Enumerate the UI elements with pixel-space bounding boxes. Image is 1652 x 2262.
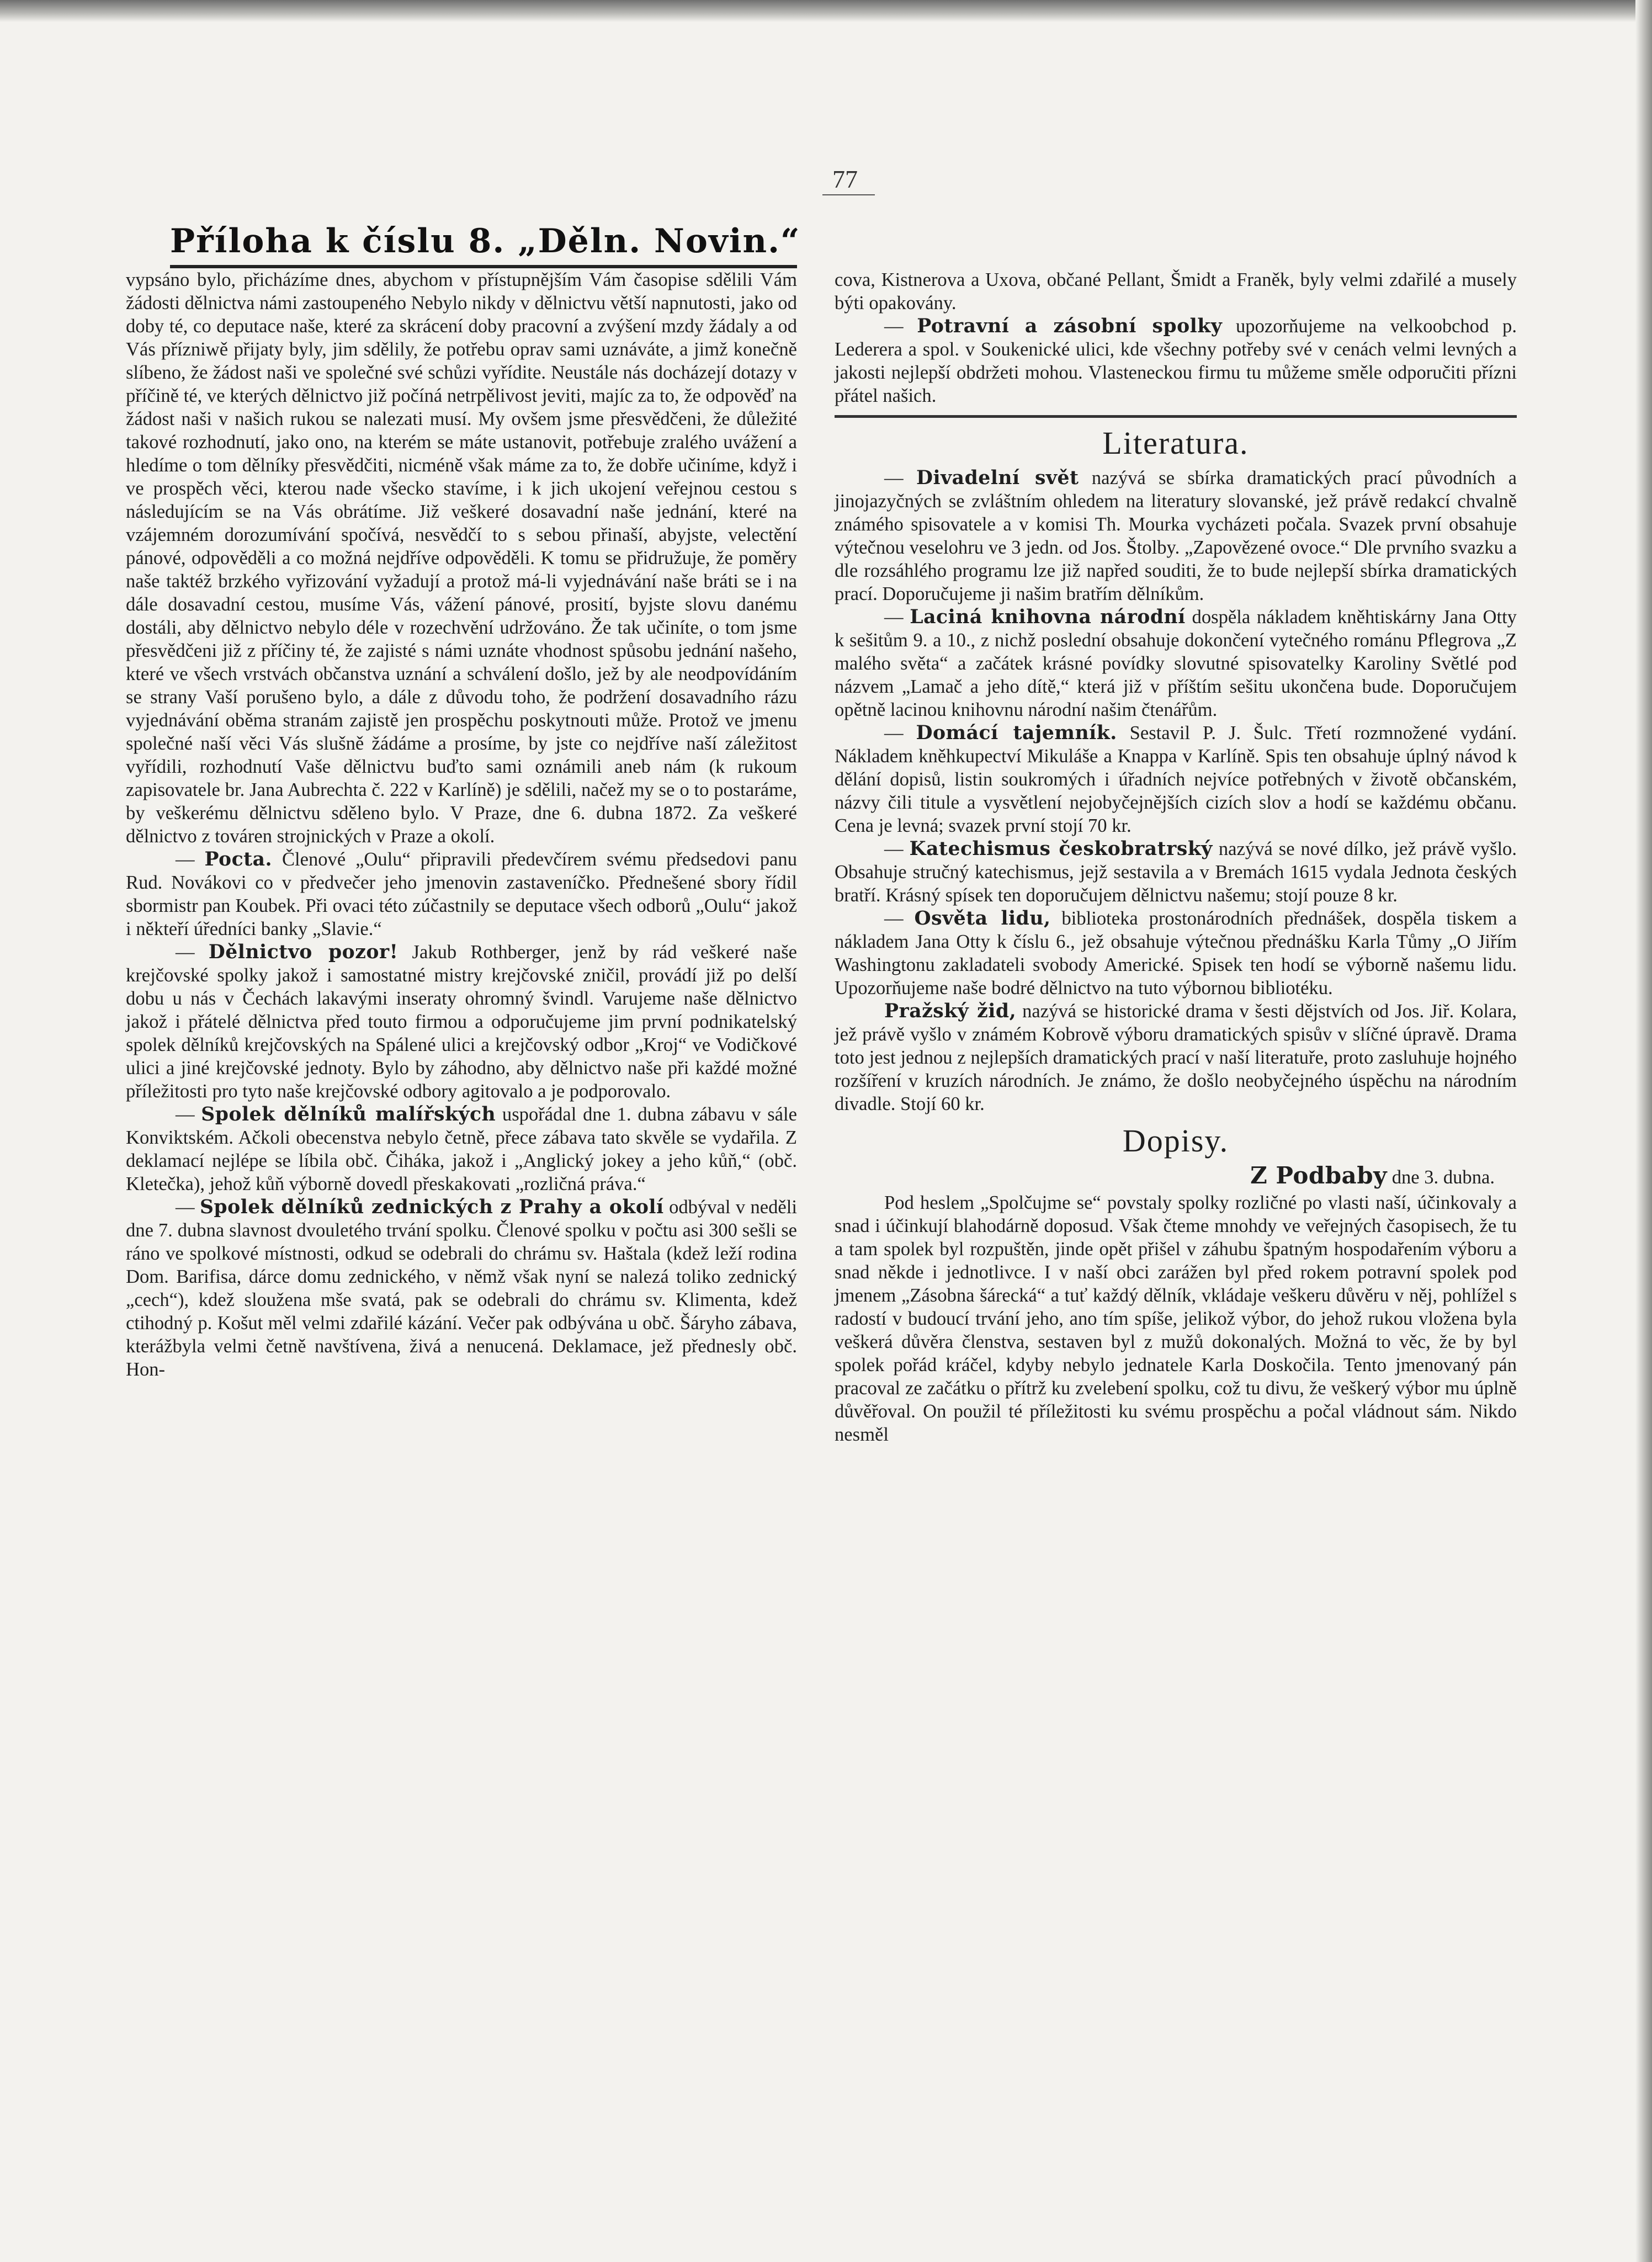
article-zednickych-text: odbýval v neděli dne 7. dubna slavnost dvouletého trvání spolku. Členové spolku v počtu asi 300 sešli se ráno ve spolkové místnosti, odkud se odebrali do chrámu sv. Haštala (kdež leží rodina Dom. Barifisa, dárce domu zednického, v němž však nyní se nalezá toliko zednický „cech“), kdež sloužena mše svatá, pak se odebrali do chrámu sv. Klimenta, kdež ctihodný p. Košut měl velmi zdařilé kázání. Večer pak odbývána u obč. Šáryho zábava, kterážbyla velmi četně navštívena, živá a nenucená. Deklamace, jež přednesly obč. Hon- — [126, 1197, 797, 1380]
article-malirskych-text: uspořádal dne 1. dubna zábavu v sále Konviktském. Ačkoli obecenstva nebylo četně, přece zábava tato skvěle se vydařila. Z deklamací nejlépe se líbila obč. Čiháka, jakož i „Anglický jokey a jeho kůň,“ (obč. Kletečka), jehož kůň výborně dovedl přeskakovati „rozličná práva.“ — [126, 1104, 797, 1194]
article-tajemnik-title: Domácí tajemník. — [916, 722, 1117, 744]
article-potravni-title: Potravní a zásobní spolky — [917, 315, 1223, 337]
left-column — [126, 268, 797, 1381]
article-pocta-text: Členové „Oulu“ připravili předevčírem svému předsedovi panu Rud. Novákovi co v předvečer jeho jmenovin zastaveníčko. Přednešené sbory řídil sbormistr pan Koubek. Při ovaci této zúčastnily se deputace všech odborů „Oulu“ jakož i někteří úředníci banky „Slavie.“ — [126, 849, 797, 939]
article-zednickych: — Spolek dělníků zednických z Prahy a okolí odbýval v neděli dne 7. dubna slavnost dvouletého trvání spolku. Členové spolku v počtu asi 300 sešli se ráno ve spolkové místnosti, odkud se odebrali do chrámu sv. Haštala (kdež leží rodina Dom. Barifisa, dárce domu zednického, v němž však nyní se nalezá toliko zednický „cech“), kdež sloužena mše svatá, pak se odebrali do chrámu sv. Klimenta, kdež ctihodný p. Košut měl velmi zdařilé kázání. Večer pak odbývána u obč. Šáryho zábava, kterážbyla velmi četně navštívena, živá a nenucená. Deklamace, jež přednesly obč. Hon- — [126, 1196, 797, 1380]
article-katechismus: — Katechismus českobratrský nazývá se nové dílko, jež právě vyšlo. Obsahuje stručný katechismus, jejž sestavila a v Bremách 1615 vydala Jednota českých bratří. Krásný spísek ten doporučujem dělnictvu našemu; stojí pouze 8 kr. — [835, 838, 1517, 906]
article-divadelni: — Divadelní svět nazývá se sbírka dramatických prací původních a jinojazyčných se zvláštním ohledem na literatury slovanské, jež právě redakcí chvalně známého spisovatele a v komisi Th. Mourka vycházeti počala. Svazek první obsahuje výtečnou veselohru ve 3 jedn. od Jos. Štolby. „Zapovězené ovoce.“ Dle prvního svazku a dle rozsáhlého programu lze již napřed souditi, že to bude nejlepší sbírka dramatických prací. Doporučujeme ji našim bratřím dělníkům. — [835, 467, 1517, 604]
page-number: 77 — [832, 165, 858, 193]
article-pozor: — Dělnictvo pozor! Jakub Rothberger, jenž by rád veškeré naše krejčovské spolky jakož i samostatné mistry krejčovské zničil, provádí již po delší dobu u nás v Čechách lakavými inseraty ohromný švindl. Varujeme naše dělnictvo jakož i přátelé dělnictva před touto firmou a odporučujeme jim první podnikatelský spolek dělníků krejčovských na Spálené ulici a krejčovský odbor „Kroj“ ve Vodičkové ulici a jiné krejčovské jednoty. Bylo by záhodno, aby dělnictvo naše při každé možné příležitosti pro tyto naše krejčovské odbory agitovalo a je podporovalo. — [126, 941, 798, 1102]
article-malirskych: — Spolek dělníků malířských uspořádal dne 1. dubna zábavu v sále Konviktském. Ačkoli obecenstva nebylo četně, přece zábava tato skvěle se vydařila. Z deklamací nejlépe se líbila obč. Čiháka, jakož i „Anglický jokey a jeho kůň,“ (obč. Kletečka), jehož kůň výborně dovedl přeskakovati „rozličná práva.“ — [126, 1103, 797, 1194]
section-heading-dopisy: Dopisy. — [1122, 1123, 1229, 1159]
article-tajemnik: — Domácí tajemník. Sestavil P. J. Šulc. Třetí rozmnožené vydání. Nákladem kněhkupectví Mikuláše a Knappa v Karlíně. Spis ten obsahuje úplný návod k dělání dopisů, listin soukromých i úřadních nejvíce potřebných v životě občanském, názvy čili titule a vysvětlení nejobyčejnějších cizích slov a hodí se každému občanu. Cena je levná; svazek první stojí 70 kr. — [835, 722, 1517, 836]
article-knihovna-title: Laciná knihovna národní — [910, 606, 1186, 628]
article-divadelni-text: nazývá se sbírka dramatických prací původních a jinojazyčných se zvláštním ohledem na literatury slovanské, jež právě redakcí chvalně známého spisovatele a v komisi Th. Mourka vycházeti počala. Svazek první obsahuje výtečnou veselohru ve 3 jedn. od Jos. Štolby. „Zapovězené ovoce.“ Dle prvního svazku a dle rozsáhlého programu lze již napřed souditi, že to bude nejlepší sbírka dramatických prací. Doporučujeme ji našim bratřím dělníkům. — [835, 468, 1517, 604]
section-rule — [835, 415, 1517, 418]
letter-podbaby-text: Pod heslem „Spolčujme se“ povstaly spolky rozličné po vlasti naší, účinkovaly a snad i účinkují blahodárně doposud. Však čteme mnohdy ve veřejných časopisech, že tu a tam spolek byl rozpuštěn, jinde opět přišel v záhubu špatným hospodařením výboru a snad někde i jednotlivce. I v naší obci zarážen byl před rokem potravní spolek pod jmenem „Zásobna šárecká“ a tuť každý dělník, vkládaje veškeru důvěru v něj, pohlížel s radostí v budoucí trvání jeho, ano tím spíše, jelikož výbor, do jehož rukou vložena byla veškerá důvěra členstva, sestaven byl z mužů dokonalých. Možná to věc, že by byl spolek pořád kráčel, kdyby nebylo jednatele Karla Doskočila. Tento jmenovaný pán pracoval ze začátku o přítrž ku zvelebení spolku, což tu divu, že veškerý výbor mu úplně důvěřoval. On použil té příležitosti ku svému prospěchu a počal vládnout sám. Nikdo nesměl — [835, 1192, 1517, 1445]
supplement-header-title: Příloha k číslu 8. „Děln. Novin.“ — [170, 222, 801, 261]
right-column — [835, 268, 1517, 1446]
article-katechismus-title: Katechismus českobratrský — [909, 838, 1213, 860]
article-potravni-text: upozorňujeme na velkoobchod p. Lederera a spol. v Soukenické ulici, kde všechny potřeby své v cenách velmi levných a jakosti nejlepší obdržeti mohou. Vlasteneckou firmu tu můžeme směle odporučiti přízni přátel našich. — [835, 316, 1517, 406]
article-knihovna: — Laciná knihovna národní dospěla nákladem kněhtiskárny Jana Otty k sešitům 9. a 10., z nichž poslední obsahuje dokončení vytečného románu Pflegrova „Z malého světa“ a začátek krásné povídky slovutné spisovatelky Karoliny Světlé pod názvem „Lamač a jeho dítě,“ která již v příštím sešitu ukončena bude. Doporučujem opětně lacinou knihovnu národní našim čtenářům. — [835, 606, 1517, 720]
article-malirskych-title: Spolek dělníků malířských — [201, 1103, 496, 1125]
section-heading-literatura: Literatura. — [1102, 425, 1249, 461]
page-number-rule — [822, 194, 875, 195]
article-pozor-title: Dělnictvo pozor! — [208, 941, 399, 963]
article-zid — [835, 1000, 1517, 1116]
continuation-text: cova, Kistnerova a Uxova, občané Pellant, Šmidt a Franěk, byly velmi zdařilé a musely býti opakovány. — [835, 269, 1517, 314]
article-knihovna-text: dospěla nákladem kněhtiskárny Jana Otty k sešitům 9. a 10., z nichž poslední obsahuje dokončení vytečného románu Pflegrova „Z malého světa“ a začátek krásné povídky slovutné spisovatelky Karoliny Světlé pod názvem „Lamač a jeho dítě,“ která již v příštím sešitu ukončena bude. Doporučujem opětně lacinou knihovnu národní našim čtenářům. — [835, 607, 1517, 720]
article-zid-title: Pražský žid, — [884, 1000, 1017, 1022]
letter-text: vypsáno bylo, přicházíme dnes, abychom v přístupnějším Vám časopise sdělili Vám žádosti dělnictva námi zastoupeného Nebylo nikdy v dělnictvu větší napnutosti, jako od doby té, co deputace naše, které za skrácení doby pracovní a zvýšení mzdy žádaly a od Vás přízniwě přijaty byly, jim sdělily, že potřebu oprav sami uznáváte, a jimž konečně slíbeno, že žádost naši ve společné své schůzi vyřídite. Neustále nás docházejí dotazy v příčině té, ve kterých dělnictvo již počíná netrpělivost jeviti, majíc za to, že odpověď na žádost naši v našich rukou se nalezati musí. My ovšem jsme přesvědčeni, že důležité takové rozhodnutí, jako ono, na kterém se máte ustanovit, potřebuje zralého uvážení a hledíme o tom dělníky přesvědčiti, nicméně však máme za to, že dobře učiníme, když i ve prospěch věci, kterou nade všecko stavíme, i k jich ukojení veřejnou cestou s následujícím se na Vás obrátíme. Již veškeré dosavadní naše jednání, které na vzájemném dorozumívání spočívá, nesvědčí to s sebou přinaší, abyjste, velectění pánové, odpověděli a co možná nejdříve odpověděli. K tomu se přidružuje, že poměry naše taktéž brzkého vyřizování vyžadují a protož má-li vyjednávání naše bráti se i na dále dosavadní cestou, musíme Vás, vážení pánové, prosití, byjste slovu danému dostáli, aby dělnictvo nebylo déle v rozechvění udržováno. Že tak učiníte, o tom jsme přesvědčeni již z příčiny té, že zajisté s námi uznáte vhodnost spůsobu jednání našeho, které ve všech vrstvách občanstva uznání a schválení došlo, jež by ale neodpovídáním se strany Vaší porušeno bylo, a dále z důvodu toho, že podržení dosavadního rázu vyjednávání oběma stranám zajistě jen prospěchu poskytnouti může. Protož ve jmenu společné naší věci Vás slušně žádáme a prosíme, by jste co nejdříve naší záležitost vyřídili, rozhodnutí Vaše dělnictvu buďto sami oznámili aneb nám (k rukoum zapisovatele br. Jana Aubrechta č. 222 v Karlíně) je sdělili, načež my se o to postaráme, by veškerému dělnictvu sděleno bylo. V Praze, dne 6. dubna 1872. Za veškeré dělnictvo z továren strojnických v Praze a okolí. — [126, 269, 797, 847]
article-zid-text: nazývá se historické drama v šesti dějstvích od Jos. Jiř. Kolara, jež právě vyšlo v známém Kobrově výboru dramatických spisův v slíčné úpravě. Drama toto jest jednou z nejlepších dramatických prací v naší literatuře, proto zasluhuje hojného rozšíření v kruzích národních. Je známo, že došlo neobyčejného úspěchu na národním divadle. Stojí 60 kr. — [835, 1001, 1517, 1114]
letter-dateline — [835, 1164, 1517, 1189]
scan-edge-right — [1635, 0, 1652, 2262]
article-pocta-title: Pocta. — [204, 848, 273, 870]
article-katechismus-text: nazývá se nové dílko, jež právě vyšlo. Obsahuje stručný katechismus, jejž sestavila a v Bremách 1615 vydala Jednota českých bratří. Krásný spísek ten doporučujem dělnictvu našemu; stojí pouze 8 kr. — [835, 838, 1517, 906]
article-osveta-title: Osvěta lidu, — [914, 907, 1051, 930]
article-divadelni-title: Divadelní svět — [916, 467, 1079, 489]
article-osveta: — Osvěta lidu, biblioteka prostonárodních přednášek, dospěla tiskem a nákladem Jana Otty k číslu 6., jež obsahuje výtečnou přednášku Karla Tůmy „O Jiřím Washingtonu zakladateli svobody Americké. Spisek ten hodí se výborně našemu lidu. Upozorňujeme naše bodré dělnictvo na tuto výbornou bibliotéku. — [835, 907, 1517, 999]
article-pocta: — Pocta. Členové „Oulu“ připravili předevčírem svému předsedovi panu Rud. Novákovi co v předvečer jeho jmenovin zastaveníčko. Přednešené sbory řídil sbormistr pan Koubek. Při ovaci této zúčastnily se deputace všech odborů „Oulu“ jakož i někteří úředníci banky „Slavie.“ — [126, 848, 797, 939]
scan-edge-top — [0, 0, 1652, 22]
letter-place: Z Podbaby — [1250, 1162, 1388, 1189]
letter-date: dne 3. dubna. — [1391, 1167, 1495, 1188]
article-tajemnik-text: Sestavil P. J. Šulc. Třetí rozmnožené vydání. Nákladem kněhkupectví Mikuláše a Knappa v Karlíně. Spis ten obsahuje úplný návod k dělání dopisů, listin soukromých i úřadních nejvíce potřebných v životě občanském, názvy čili titule a vysvětlení nejobyčejnějších cizích slov a hodí se každému občanu. Cena je levná; svazek první stojí 70 kr. — [835, 723, 1517, 836]
article-zednickych-title: Spolek dělníků zednických z Prahy a okolí — [199, 1196, 664, 1218]
article-potravni: — Potravní a zásobní spolky upozorňujeme na velkoobchod p. Lederera a spol. v Soukenické ulici, kde všechny potřeby své v cenách velmi levných a jakosti nejlepší obdržeti mohou. Vlasteneckou firmu tu můžeme směle odporučiti přízni přátel našich. — [835, 315, 1517, 406]
article-pozor-text: Jakub Rothberger, jenž by rád veškeré naše krejčovské spolky jakož i samostatné mistry krejčovské zničil, provádí již po delší dobu u nás v Čechách lakavými inseraty ohromný švindl. Varujeme naše dělnictvo jakož i přátelé dělnictva před touto firmou a odporučujeme jim první podnikatelský spolek dělníků krejčovských na Spálené ulici a krejčovský odbor „Kroj“ ve Vodičkové ulici a jiné krejčovské jednoty. Bylo by záhodno, aby dělnictvo naše při každé možné příležitosti pro tyto naše krejčovské odbory agitovalo a je podporovalo. — [126, 942, 798, 1102]
article-osveta-text: biblioteka prostonárodních přednášek, dospěla tiskem a nákladem Jana Otty k číslu 6., jež obsahuje výtečnou přednášku Karla Tůmy „O Jiřím Washingtonu zakladateli svobody Americké. Spisek ten hodí se výborně našemu lidu. Upozorňujeme naše bodré dělnictvo na tuto výbornou bibliotéku. — [835, 908, 1517, 999]
